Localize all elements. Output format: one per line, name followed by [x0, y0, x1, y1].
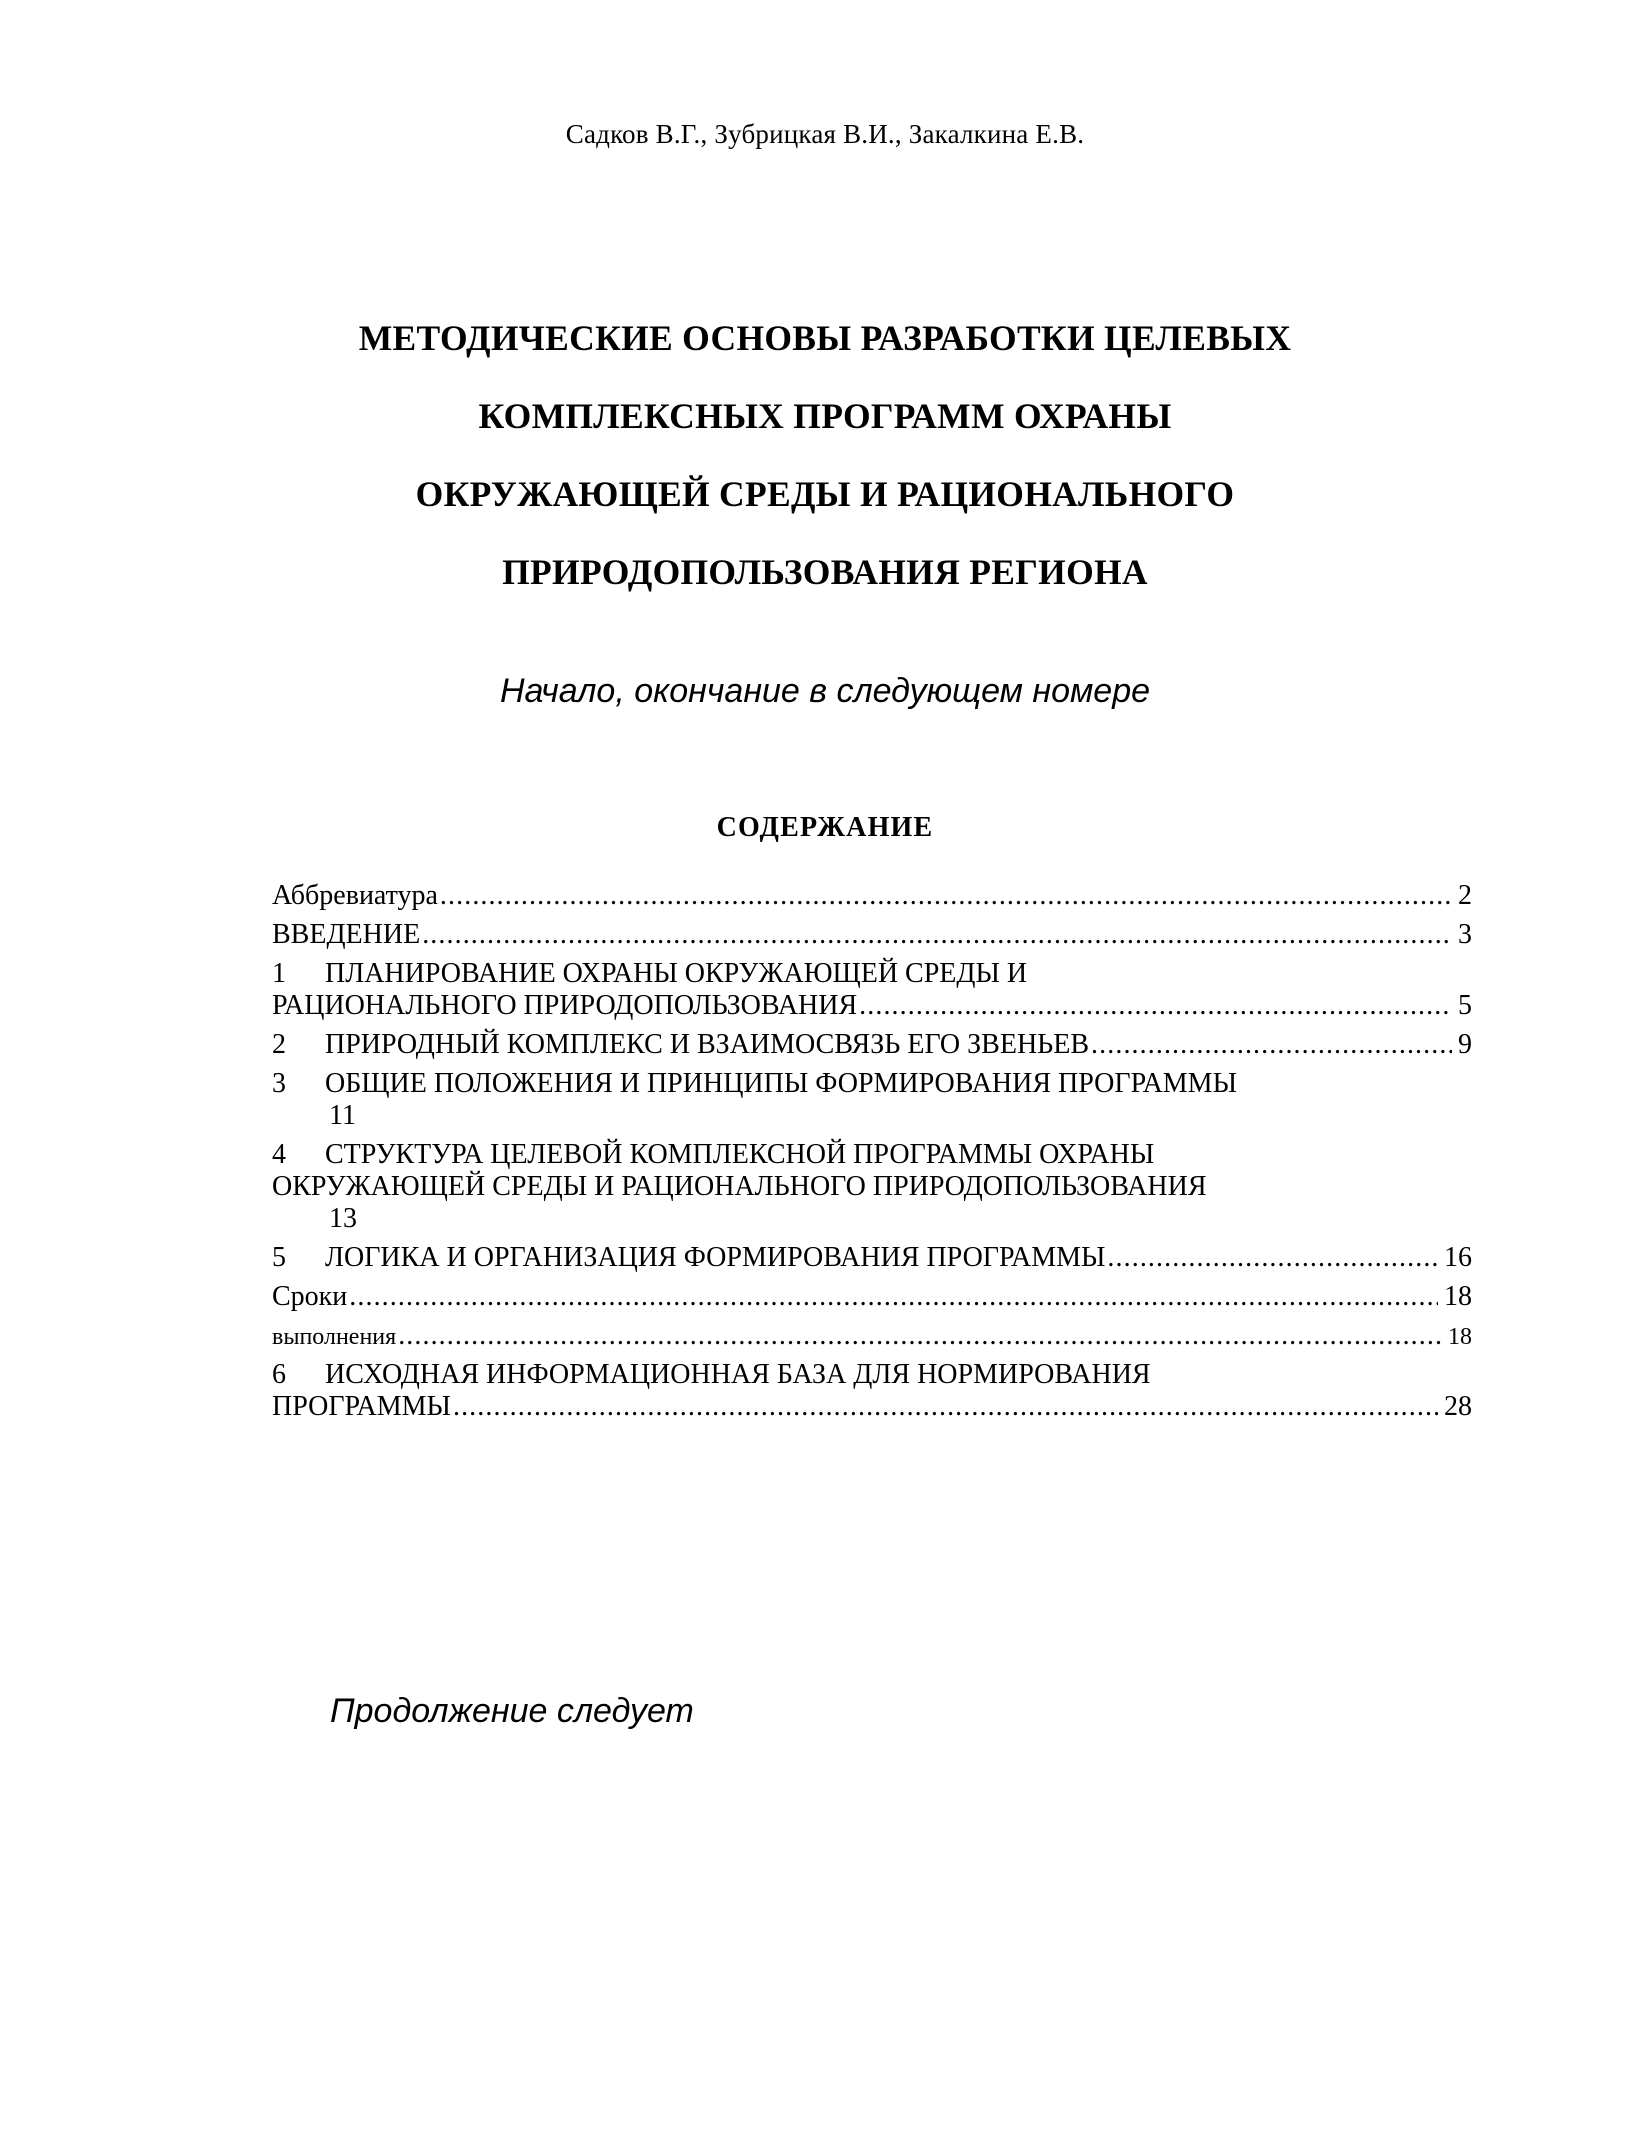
toc-entry[interactable] — [272, 919, 1472, 951]
document-title — [260, 299, 1390, 611]
toc-entry-label: СТРУКТУРА ЦЕЛЕВОЙ КОМПЛЕКСНОЙ ПРОГРАММЫ ОХРАНЫ — [325, 1139, 1155, 1170]
toc-entry-page: 11 — [329, 1100, 356, 1131]
toc-heading: СОДЕРЖАНИЕ — [716, 812, 934, 843]
toc-entry-label: Аббревиатура — [272, 880, 438, 911]
toc-entry-number: 5 — [272, 1242, 286, 1273]
toc-entry[interactable] — [272, 1029, 1472, 1061]
toc-entry-label-cont: ПРОГРАММЫ — [272, 1391, 451, 1422]
toc-entry-label: ИСХОДНАЯ ИНФОРМАЦИОННАЯ БАЗА ДЛЯ НОРМИРОВАНИЯ — [325, 1359, 1151, 1390]
toc-dot-leader — [1107, 1242, 1438, 1274]
toc-entry-page: 16 — [1444, 1242, 1472, 1273]
toc-entry-page: 5 — [1458, 990, 1472, 1021]
toc-dot-leader — [859, 990, 1452, 1022]
toc-dot-leader — [349, 1281, 1438, 1313]
toc-entry[interactable] — [272, 1139, 1472, 1235]
toc-dot-leader — [1091, 1029, 1452, 1061]
toc-dot-leader — [422, 919, 1452, 951]
toc-dot-leader — [440, 880, 1452, 912]
continuation-note: Продолжение следует — [330, 1692, 694, 1730]
authors-line: Садков В.Г., Зубрицкая В.И., Закалкина Е.В. — [565, 119, 1085, 149]
toc-entry-number: 6 — [272, 1359, 286, 1390]
toc-entry-number: 3 — [272, 1068, 286, 1099]
toc-entry-page: 18 — [1444, 1281, 1472, 1312]
toc-entry-number: 1 — [272, 958, 286, 989]
toc-entry[interactable] — [272, 1359, 1472, 1423]
title-line-3: ОКРУЖАЮЩЕЙ СРЕДЫ И РАЦИОНАЛЬНОГО — [415, 474, 1235, 514]
table-of-contents — [272, 880, 1472, 1430]
toc-entry-page: 2 — [1458, 880, 1472, 911]
toc-dot-leader — [398, 1320, 1442, 1352]
title-line-1: МЕТОДИЧЕСКИЕ ОСНОВЫ РАЗРАБОТКИ ЦЕЛЕВЫХ — [358, 318, 1292, 358]
toc-entry-label-cont: РАЦИОНАЛЬНОГО ПРИРОДОПОЛЬЗОВАНИЯ — [272, 990, 858, 1021]
toc-entry-label: выполнения — [272, 1324, 397, 1350]
toc-entry[interactable] — [272, 880, 1472, 912]
issue-note: Начало, окончание в следующем номере — [499, 672, 1151, 710]
toc-entry-page: 3 — [1458, 919, 1472, 950]
toc-entry-label-cont: ОКРУЖАЮЩЕЙ СРЕДЫ И РАЦИОНАЛЬНОГО ПРИРОДОПОЛЬЗОВАНИЯ — [272, 1171, 1207, 1202]
title-line-4: ПРИРОДОПОЛЬЗОВАНИЯ РЕГИОНА — [502, 552, 1148, 592]
toc-dot-leader — [453, 1391, 1438, 1423]
toc-entry-number: 2 — [272, 1029, 286, 1060]
toc-entry-page: 13 — [329, 1203, 357, 1234]
toc-entry[interactable] — [272, 1281, 1472, 1313]
toc-entry-label: ОБЩИЕ ПОЛОЖЕНИЯ И ПРИНЦИПЫ ФОРМИРОВАНИЯ ПРОГРАММЫ — [325, 1068, 1237, 1099]
title-line-2: КОМПЛЕКСНЫХ ПРОГРАММ ОХРАНЫ — [478, 396, 1172, 436]
toc-entry-label: ЛОГИКА И ОРГАНИЗАЦИЯ ФОРМИРОВАНИЯ ПРОГРАММЫ — [325, 1242, 1106, 1273]
toc-entry-label: ПЛАНИРОВАНИЕ ОХРАНЫ ОКРУЖАЮЩЕЙ СРЕДЫ И — [325, 958, 1028, 989]
toc-entry[interactable] — [272, 1242, 1472, 1274]
toc-entry[interactable] — [272, 1320, 1472, 1352]
toc-entry-page: 28 — [1444, 1391, 1472, 1422]
toc-entry-label: ВВЕДЕНИЕ — [272, 919, 421, 950]
toc-entry-label: ПРИРОДНЫЙ КОМПЛЕКС И ВЗАИМОСВЯЗЬ ЕГО ЗВЕНЬЕВ — [325, 1029, 1090, 1060]
toc-entry-number: 4 — [272, 1139, 286, 1170]
toc-entry[interactable] — [272, 1068, 1472, 1132]
toc-entry-page: 9 — [1458, 1029, 1472, 1060]
toc-entry-page: 18 — [1448, 1324, 1472, 1350]
toc-entry-label: Сроки — [272, 1281, 348, 1312]
toc-entry[interactable] — [272, 958, 1472, 1022]
